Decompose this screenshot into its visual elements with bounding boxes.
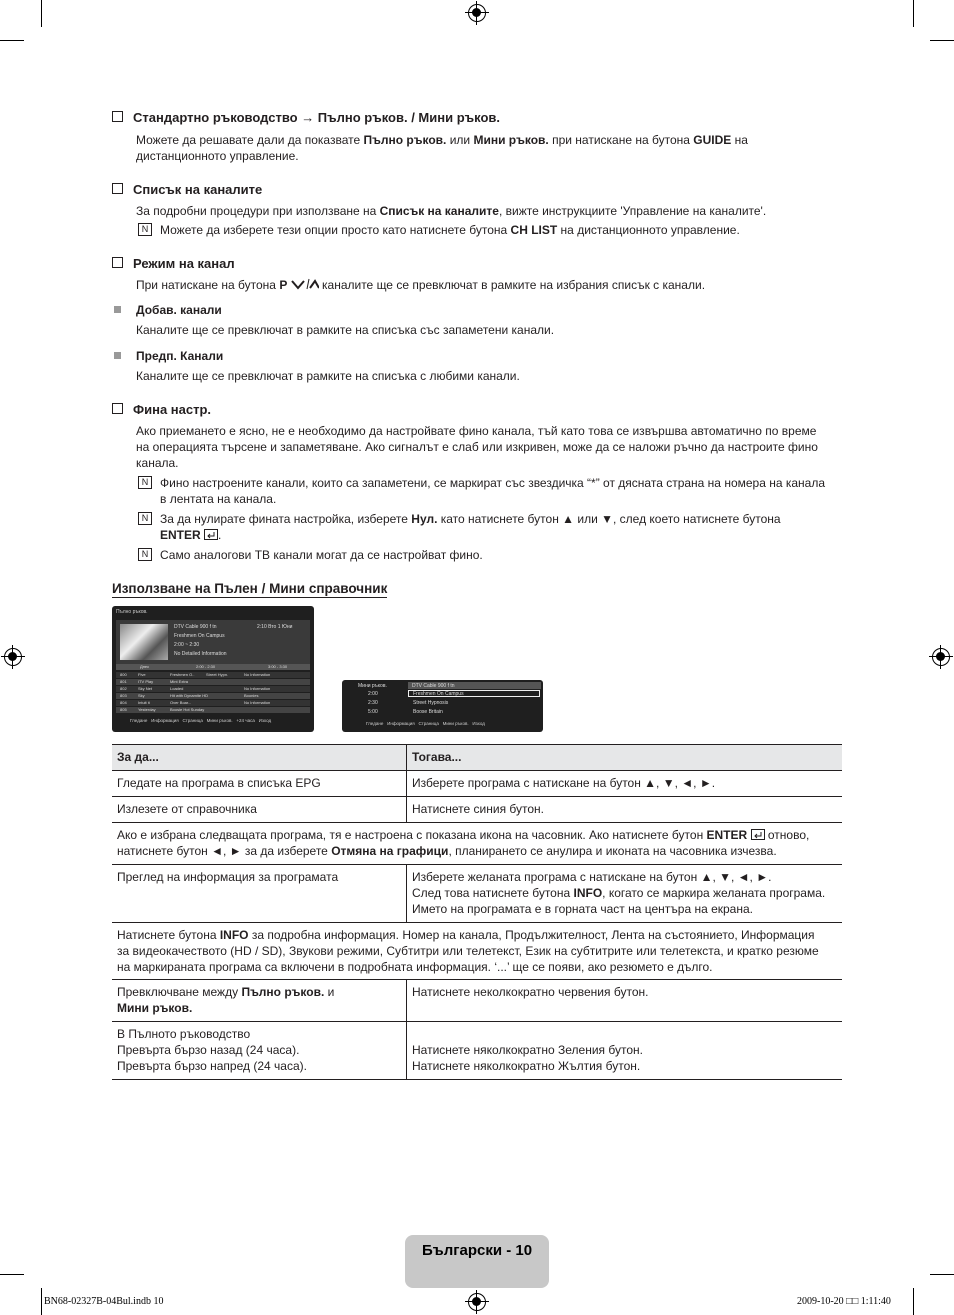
footer-file: BN68-02327B-04Bul.indb 10	[44, 1296, 164, 1307]
table-row	[112, 980, 842, 1022]
guide-time: 2:10 Вто 1 Юни	[257, 624, 293, 630]
guide-grid-cell: Intuit it	[138, 700, 150, 705]
note-text: Фино настроените канали, които са запаметени, се маркират със звездичка “*” от дясната страна на номера на канала в лентата на канала.	[160, 476, 826, 506]
page-number-tab	[405, 1235, 549, 1288]
section-heading: Стандартно ръководство → Пълно ръков. / Мини ръков.	[112, 110, 500, 125]
mini-guide-title: Мини ръков.	[358, 683, 387, 689]
note-icon: N	[138, 223, 152, 236]
paragraph: При натискане на бутона P каналите ще се превключат в рамките на избрания списък с канали.	[136, 278, 706, 292]
bullet-square-icon	[114, 306, 121, 313]
table-cell: Излезете от справочника	[112, 797, 407, 823]
table-header-row	[112, 745, 842, 771]
checkbox-icon	[112, 183, 123, 194]
section-heading: Списък на каналите	[112, 182, 262, 197]
table-cell: Изберете програма с натискане на бутон ▲, ▼, ◄, ►.	[412, 776, 716, 790]
section-heading: Режим на канал	[112, 256, 235, 271]
table-cell: Гледате на програма в списъка EPG	[112, 771, 407, 797]
checkbox-icon	[112, 257, 123, 268]
paragraph: Ако приемането е ясно, не е необходимо да настройвате фино канала, тъй като това се извършва автоматично по време на операцията търсене и запаметяване. Ако сигналът е слаб или изкривен, може да се наложи ръчно да настроите фино канала.	[136, 424, 818, 470]
guide-grid-row	[116, 693, 310, 699]
mini-guide-footer	[366, 721, 485, 726]
table-row	[112, 1022, 842, 1080]
grid-time-2: 3:00 - 3:30	[268, 664, 288, 669]
footer-item: Изход	[258, 718, 272, 723]
enter-icon	[751, 829, 765, 840]
guide-grid-cell: Mint Extra	[170, 679, 189, 684]
footer-item: Изход	[472, 721, 485, 726]
footer-item: Информация	[387, 721, 415, 726]
crop-mark	[930, 40, 954, 41]
guide-grid-cell: ITV Play	[138, 679, 154, 684]
guide-grid-cell: 803	[120, 693, 127, 698]
footer-item: Страница	[182, 718, 203, 723]
paragraph: Каналите ще се превключат в рамките на списъка със запаметени канали.	[136, 323, 555, 337]
table-cell: Натиснете няколкократно Зеления бутон. Натиснете няколкократно Жълтия бутон.	[412, 1043, 643, 1073]
guide-grid-cell: Over Boar...	[170, 700, 192, 705]
guide-grid-cell: No Information	[244, 672, 271, 677]
note-text: Можете да изберете тези опции просто като натиснете бутона CH LIST на дистанционното управление.	[160, 223, 740, 237]
guide-hours: 2:00 ~ 2:30	[174, 642, 200, 648]
footer-item: Страница	[418, 721, 439, 726]
subheading: Добав. канали	[136, 303, 222, 317]
note-text: За да нулирате фината настройка, изберете Нул. като натиснете бутон ▲ или ▼, след което натиснете бутона ENTER .	[160, 512, 781, 542]
full-guide-screen	[112, 606, 314, 732]
guide-grid-cell: Sky Net	[138, 686, 153, 691]
footer-date: 2009-10-20 □□ 1:11:40	[797, 1296, 891, 1307]
guide-footer	[130, 718, 271, 723]
guide-grid-cell: Five	[138, 672, 146, 677]
mini-guide-program: Street Hypnosis	[413, 700, 449, 706]
registration-mark-icon	[468, 4, 486, 22]
mini-guide-channel: DTV Cable 900 f tn	[412, 683, 455, 689]
checkbox-icon	[112, 403, 123, 414]
registration-mark-icon	[932, 648, 950, 666]
crop-mark	[913, 1288, 914, 1315]
table-row	[112, 923, 842, 980]
subheading: Предп. Канали	[136, 349, 224, 363]
guide-usage-table	[112, 744, 842, 1080]
mini-guide-time: 2:00	[368, 691, 378, 697]
guide-grid-cell: 805	[120, 707, 127, 712]
table-cell: В Пълното ръководство Превърта бързо назад (24 часа). Превърта бързо напред (24 часа).	[112, 1022, 407, 1080]
checkbox-icon	[112, 111, 123, 122]
paragraph: За подробни процедури при използване на Списък на каналите, вижте инструкциите 'Управление на каналите'.	[136, 204, 767, 218]
footer-item: Гледане	[366, 721, 384, 726]
table-cell: Превключване между Пълно ръков. и Мини ръков.	[112, 980, 407, 1022]
guide-grid-cell: Yesterday	[138, 707, 156, 712]
guide-grid-cell: No Information	[244, 700, 271, 705]
table-row	[112, 771, 842, 797]
crop-mark	[913, 0, 914, 27]
preview-image	[120, 624, 168, 660]
guide-grid-cell: 804	[120, 700, 127, 705]
guide-grid-cell: 802	[120, 686, 127, 691]
paragraph: Можете да решавате дали да показвате Пълно ръков. или Мини ръков. при натискане на бутона GUIDE на дистанционното управление.	[136, 133, 748, 163]
note-text: Само аналогови ТВ канали могат да се настройват фино.	[160, 548, 483, 562]
guide-grid-cell: Street Hypn.	[206, 672, 229, 677]
table-cell: Натиснете бутона INFO за подробна информация. Номер на канала, Продължителност, Лента на състоянието, Информация за видеокачеството (HD / SD), Звукови режими, Субтитри или телетекст, Език на субтитрите или телетекста, и кратко резюме на маркираната програма са включени в подробната информация. ‘...’ ще се появи, ако резюмето е дълго.	[117, 928, 819, 974]
table-row	[112, 797, 842, 823]
guide-grid-cell: No Information	[244, 686, 271, 691]
table-cell: Изберете желаната програма с натискане на бутон ▲, ▼, ◄, ►. След това натиснете бутона INFO, когато се маркира желаната програма. Името на програмата е в горната част на центъра на екрана.	[412, 870, 826, 916]
crop-mark	[0, 40, 24, 41]
note-icon: N	[138, 476, 152, 489]
note-icon: N	[138, 548, 152, 561]
section-heading: Фина настр.	[112, 402, 211, 417]
mini-guide-program: Boose Britain	[413, 709, 443, 715]
footer-item: Мини ръков.	[206, 718, 233, 723]
guide-grid-cell: 800	[120, 672, 127, 677]
guide-channel: DTV Cable 900 f tn	[174, 624, 217, 630]
enter-icon	[204, 529, 218, 540]
crop-mark	[930, 1274, 954, 1275]
section-title: Използване на Пълен / Мини справочник	[112, 581, 388, 596]
crop-mark	[41, 1288, 42, 1315]
note-icon: N	[138, 512, 152, 525]
mini-guide-program: Freshmen On Campus	[413, 691, 464, 697]
guide-grid-cell: Freshmen O..	[170, 672, 195, 677]
mini-guide-screen	[342, 680, 543, 732]
table-cell: Натиснете синия бутон.	[412, 802, 545, 816]
guide-grid-cell: Boonies	[244, 693, 259, 698]
header-cell: Тогава...	[407, 745, 843, 771]
paragraph: Каналите ще се превключат в рамките на списъка с любими канали.	[136, 369, 520, 383]
guide-program: Freshmen On Campus	[174, 633, 225, 639]
guide-grid-cell: Loaded	[170, 686, 184, 691]
grid-time-1: 2:00 - 2:30	[196, 664, 216, 669]
crop-mark	[0, 1274, 24, 1275]
table-row	[112, 823, 842, 865]
footer-item: Гледане	[130, 718, 148, 723]
table-cell: Натиснете неколкократно червения бутон.	[412, 985, 649, 999]
bullet-square-icon	[114, 352, 121, 359]
table-cell: Преглед на информация за програмата	[112, 865, 407, 923]
guide-title: Пълно ръков.	[116, 609, 148, 615]
page-label: Български - 10	[422, 1242, 533, 1259]
mini-guide-time: 2:30	[368, 700, 378, 706]
footer-item: Мини ръков.	[442, 721, 469, 726]
guide-grid-cell: Boosie Hot Sunday	[170, 707, 205, 712]
crop-mark	[41, 0, 42, 27]
guide-grid-cell: 801	[120, 679, 127, 684]
mini-guide-time: 5:00	[368, 709, 378, 715]
guide-grid-cell: Sky	[138, 693, 145, 698]
guide-grid-cell: Hit with Dynamite HD	[170, 693, 209, 698]
registration-mark-icon	[468, 1293, 486, 1311]
footer-item: Информация	[151, 718, 179, 723]
grid-day: Днес	[140, 664, 150, 669]
guide-info: No Detailed Information	[174, 651, 227, 657]
header-cell: За да...	[112, 745, 407, 771]
footer-item: +24 часа	[236, 718, 255, 723]
table-row	[112, 865, 842, 923]
table-cell: Ако е избрана следващата програма, тя е настроена с показана икона на часовник. Ако натиснете бутон ENTER отново, натиснете бутон ◄, ► за да изберете Отмяна на графици, планирането се анулира и иконата на часовника изчезва.	[117, 828, 810, 858]
registration-mark-icon	[4, 648, 22, 666]
channel-down-up-icon	[291, 278, 319, 290]
